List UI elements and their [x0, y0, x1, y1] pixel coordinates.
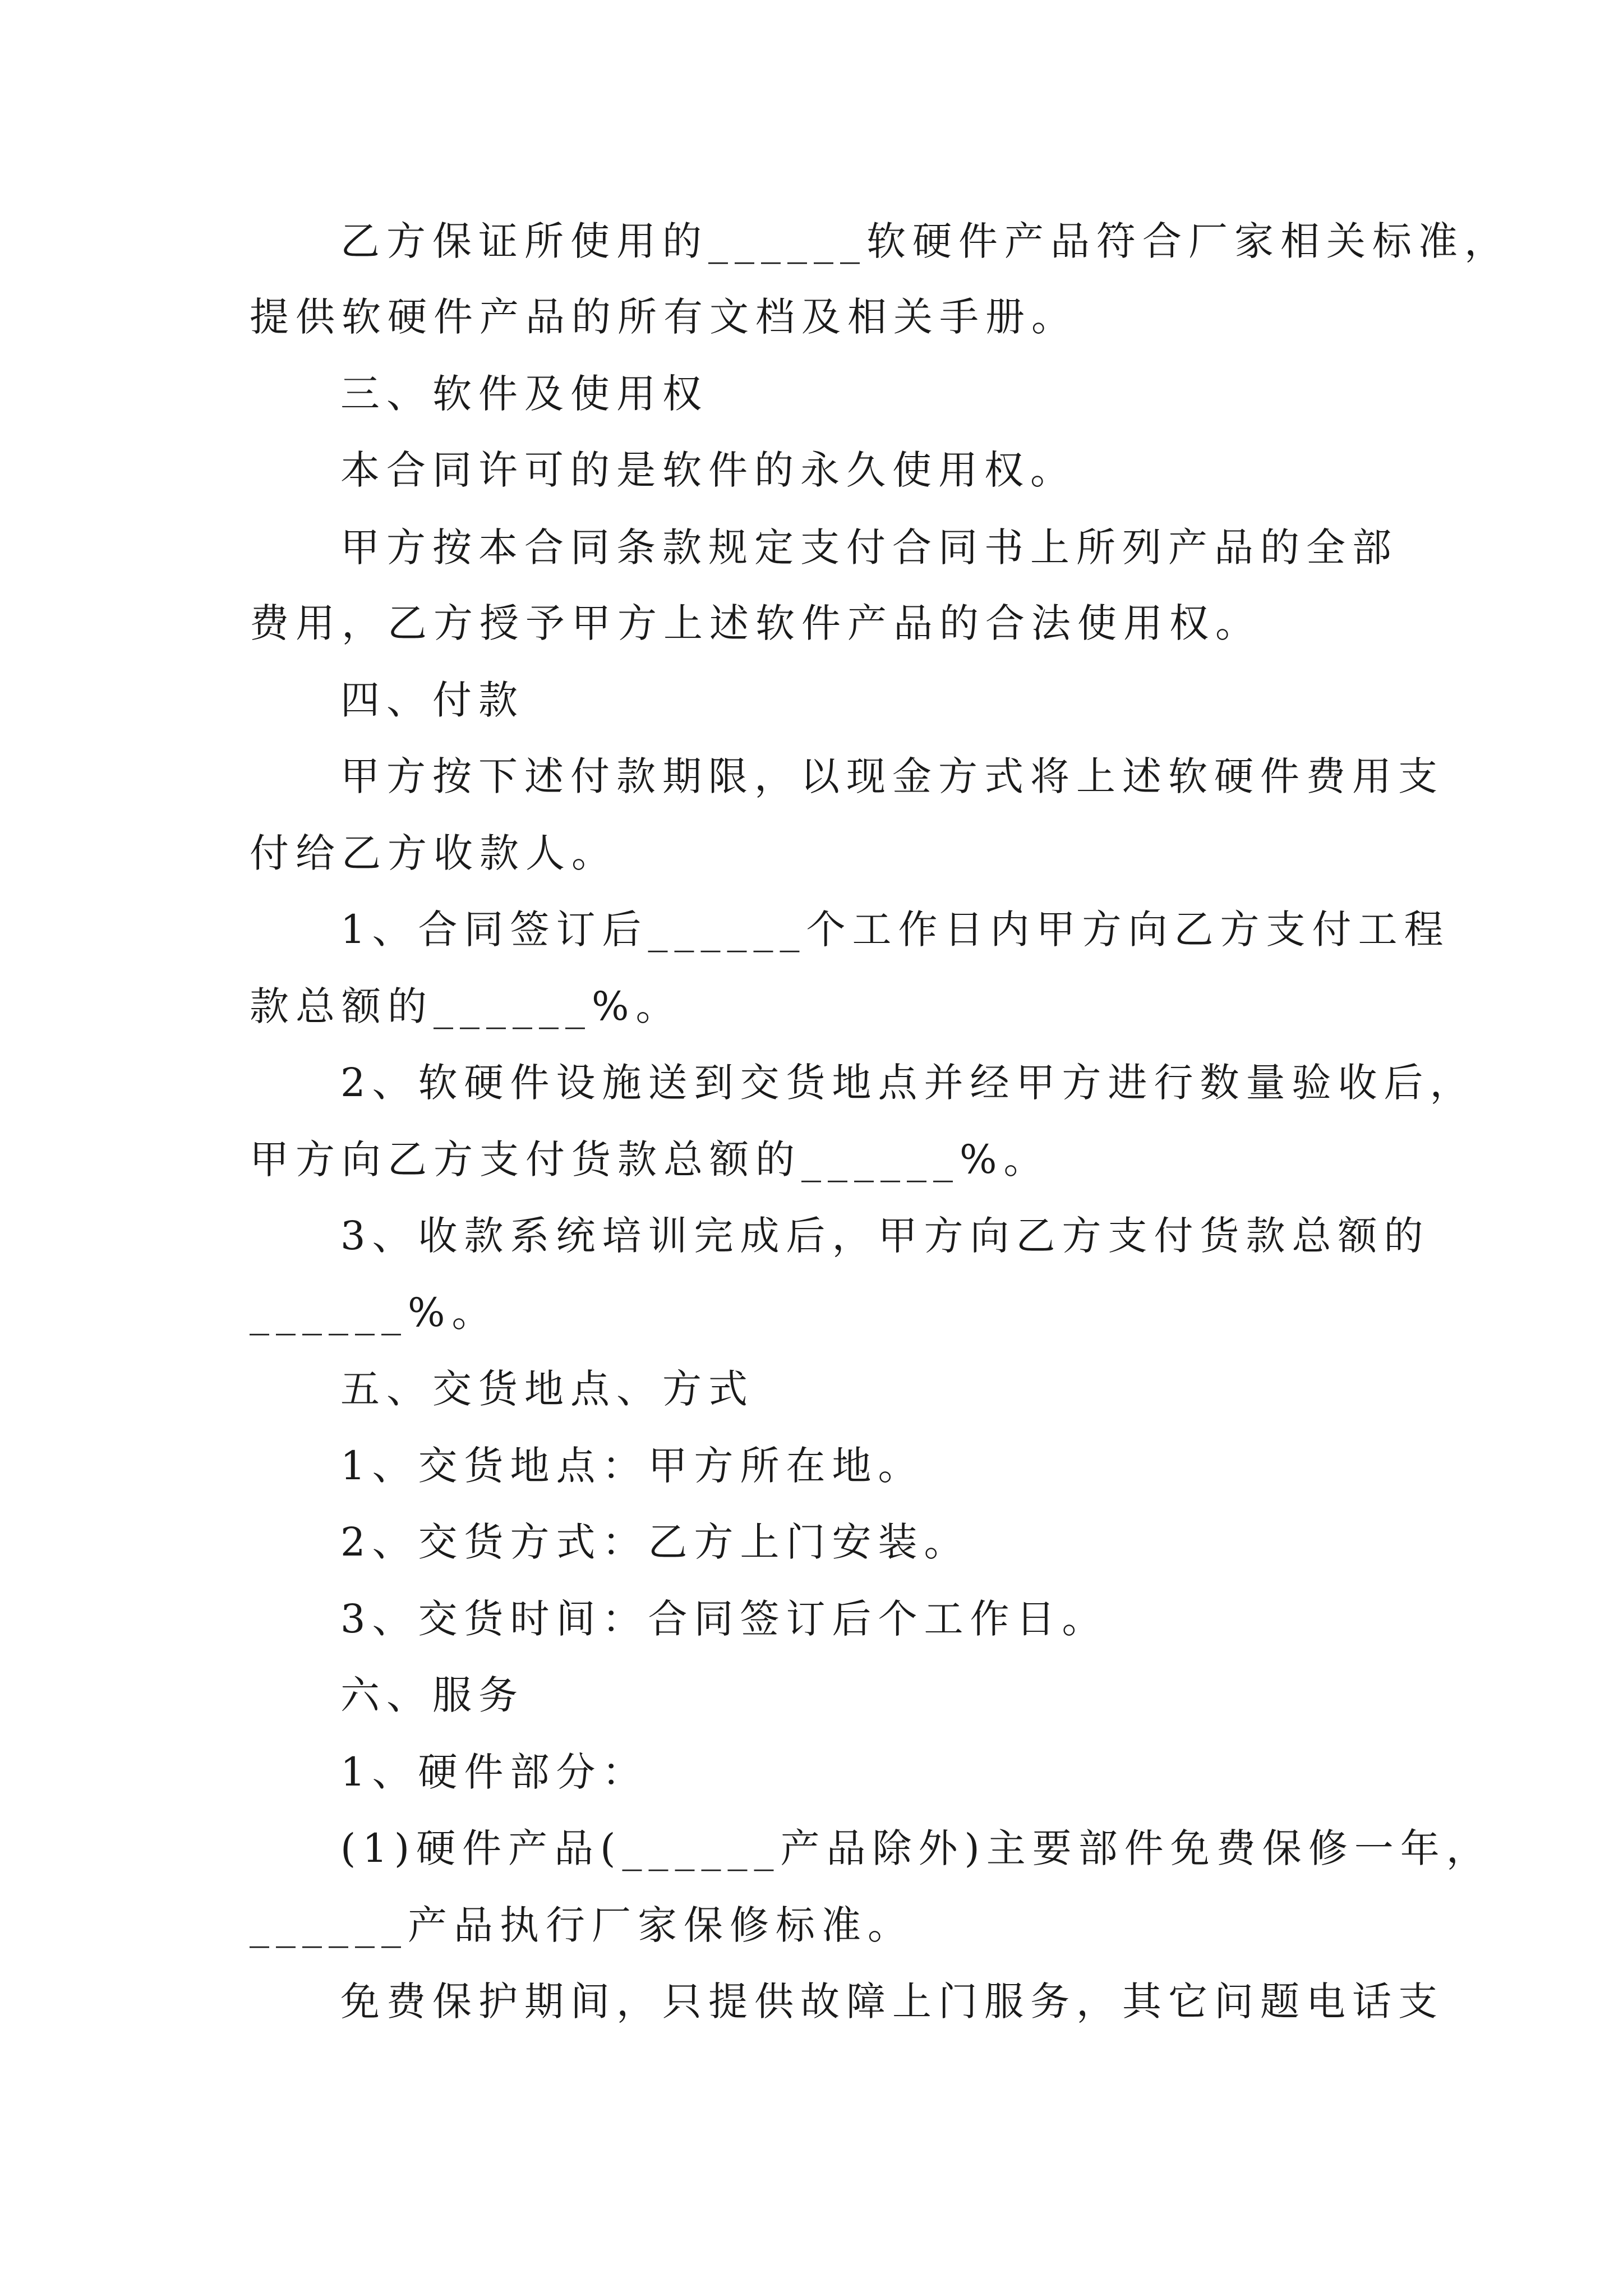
- text-line: 1、交货地点：甲方所在地。: [340, 1443, 924, 1489]
- text-line: 本合同许可的是软件的永久使用权。: [340, 447, 1076, 493]
- text-line: 3、交货时间：合同签订后个工作日。: [340, 1596, 1108, 1642]
- text-line: 甲方按本合同条款规定支付合同书上所列产品的全部: [340, 524, 1398, 570]
- text-line: 免费保护期间，只提供故障上门服务，其它问题电话支: [340, 1978, 1444, 2024]
- text-line: 费用，乙方授予甲方上述软件产品的合法使用权。: [250, 600, 1261, 646]
- section-heading: 六、服务: [340, 1672, 524, 1718]
- section-heading: 四、付款: [340, 677, 524, 723]
- text-line: 提供软硬件产品的所有文档及相关手册。: [250, 294, 1077, 340]
- text-line: 2、交货方式：乙方上门安装。: [340, 1519, 970, 1565]
- text-line: ______产品执行厂家保修标准。: [250, 1902, 914, 1948]
- section-heading: 五、交货地点、方式: [340, 1366, 754, 1412]
- text-line: 甲方向乙方支付货款总额的______%。: [250, 1137, 1050, 1182]
- text-line: (1)硬件产品(______产品除外)主要部件免费保修一年，: [340, 1825, 1492, 1871]
- text-line: 付给乙方收款人。: [250, 830, 617, 876]
- text-line: 甲方按下述付款期限，以现金方式将上述软硬件费用支: [340, 753, 1444, 799]
- text-line: ______%。: [250, 1290, 498, 1336]
- text-line: 1、合同签订后______个工作日内甲方向乙方支付工程: [340, 907, 1450, 953]
- text-line: 款总额的______%。: [250, 983, 682, 1029]
- text-line: 乙方保证所使用的______软硬件产品符合厂家相关标准，: [340, 218, 1510, 264]
- text-line: 2、软硬件设施送到交货地点并经甲方进行数量验收后，: [340, 1060, 1476, 1106]
- text-line: 3、收款系统培训完成后，甲方向乙方支付货款总额的: [340, 1213, 1430, 1259]
- section-heading: 三、软件及使用权: [340, 371, 708, 417]
- text-line: 1、硬件部分：: [340, 1749, 648, 1795]
